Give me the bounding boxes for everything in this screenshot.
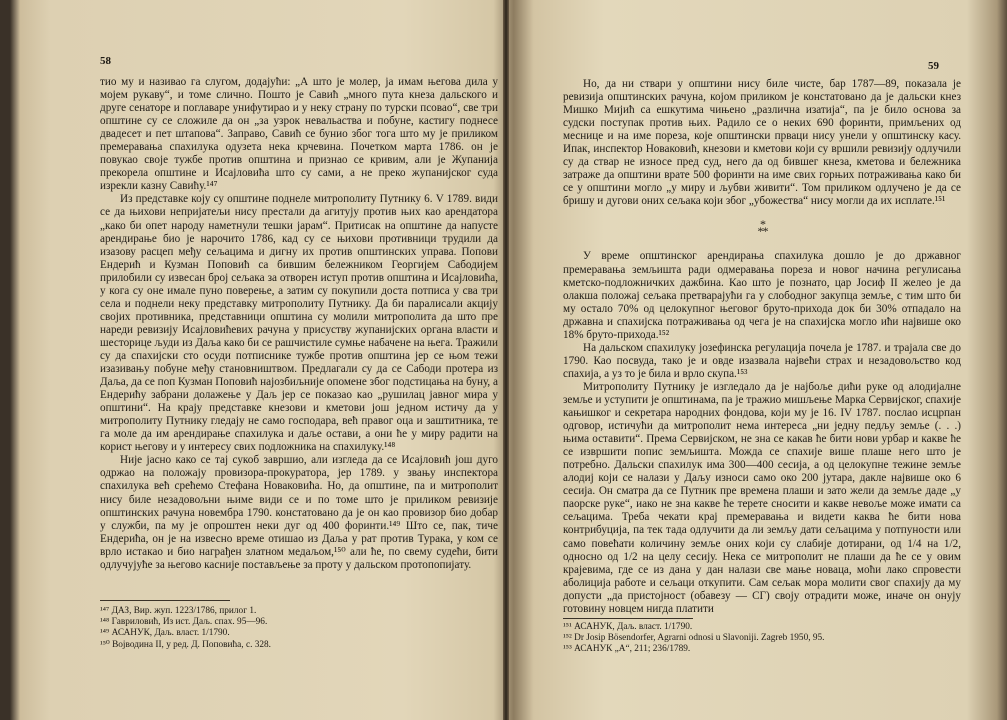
- page-number-right: 59: [928, 60, 939, 72]
- paragraph: Из представке коју су општине поднеле митрополиту Путнику 6. V 1789. види се да њихови непријатељи нису престали да агитују против њих као арендатора „како би опет народу наметнули тешки јарам“. Притисак на општине да напусте арендирање био је нарочито 1786, кад су се њихови противници трудили да изазову расцеп међу сељацима и дигну их против општинских управа. Попови Ендерић и Кузман Поповић са бившим бележником Георгијем Сабодијем прилобили су извесан број сељака за отворен иступ против општина и Исајловића, у кога су оне имале пуно поверење, а затим су покупили доста потписа у сва три села и поднели неку представку митрополиту Путнику. Да би паралисали акцију својих противника, представници општина су молили митрополита да што пре нареди ревизију Исајловићевих рачуна у присуству жупанијских органа власти и шесторице људи из Даља како би се рашчистиле сумње набачене на њега. Тражили су да спахијски сто осуди потписнике тужбе против општина јер се њом тежи изазивању побуне међу становништвом. Предлагали су да се Сабоди протера из Даља, да се поп Кузман Поповић најозбиљније опомене због подстицања на буну, а Ендерићу забрани долажење у Даљ јер се показао као „рушилац јавног мира у општини“. На крају представке кнезови и кметови још једном истичу да у митрополиту Путнику гледају не само господара, већ правог оца и заштитника, те га моле да им арендирање спахилука и даље остави, а они ће у миру радити на корист његову и у интересу свих подложника на спахилуку.¹⁴⁸: [100, 193, 498, 454]
- footnote-rule: [563, 618, 693, 619]
- footnote: ¹⁵⁰ Војводина II, у ред. Д. Поповића, с. 328.: [100, 639, 272, 650]
- section-break: * * *: [757, 217, 767, 239]
- page-number-left: 58: [100, 55, 111, 67]
- paragraph: Но, да ни ствари у општини нису биле чисте, бар 1787—89, показала је ревизија општинских рачуна, којом приликом је констатовано да је дальски кнез Мишко Мијић са ешкутима чињено „различна изатија“, па је било основа за судски поступак против њих. Радило се о неких 690 форинти, примљених од меснице и на име пореза, које општински прваци нису унели у општинску касу. Ипак, инспектор Новаковић, кнезови и кметови који су вршили ревизију одлучили су да ствар не износе пред суд, него да од бившег кнеза, кметова и бележника затраже да општини врате 500 форинти на име свих горњих потраживања како би се у општини могло „у миру и љубви живити“. Том приликом одлучено је да се бришу и дугови оних сељака који због „убожества“ нису могли да их исплате.¹⁵¹: [563, 78, 961, 208]
- footnote: ¹⁴⁹ АСАНУК, Даљ. власт. 1/1790.: [100, 628, 230, 639]
- footnote-rule: [100, 600, 230, 601]
- footnote: ¹⁴⁸ Гавриловић, Из ист. Даљ. спах. 95—96.: [100, 617, 268, 628]
- paragraph: тио му и називао га слугом, додајући: „А што је молер, ја имам његова дила у мојем рукаву“, и томе слично. Пошто је Савић „много пута кнеза дальского и друге сенаторе и поглаваре унифутирао и у неку страну по турски псовао“, све три општине су се сложиле да он „за узрок невальаства и побуне, кастигу поднесе двадесет и пет штапова“. Заправо, Савић се бунио због тога што му је приликом премеравања спахилука одузета нека крчевина. Почетком марта 1786. он је повукао своје тужбе против општина и признао се кривим, али је Жупанија прекорела општине и Исајловића што су сами, а не преко жупанијског суда изрекли казну Савићу.¹⁴⁷: [100, 76, 498, 193]
- right-page-body: [563, 78, 961, 616]
- footnote: ¹⁵³ АСАНУК „А“, 211; 236/1789.: [563, 644, 691, 655]
- paragraph: Митрополиту Путнику је изгледало да је најбоље дићи руке од алодијалне земље и уступити је општинама, па је тражио мишљење Марка Сервијског, спахије кањишког и секретара народних фондова, који му је 16. IV 1787. послао исцрпан одговор, истичући да митрополит нема интереса „ни једну педљу земље (. . .) њима оставити“. Према Сервијском, не зна се какав ће бити нови урбар и какве ће се извршити попис земљишта. Можда се спахије више плаше него што је потребно. Дальски спахилук има 300—400 сесија, а од целокупне тежине земље алодиј који се налази у Даљу износи само око 200 јутара, дакле највише око 6 сесија. Он сматра да се Путник пре времена плаши и зато жели да земље даде „у паорске руке“, иако не зна какве ће терете сносити и какве невоље може имати са сељацима. Треба чекати крај премеравања и видети каква ће бити нова контрибуција, па тек тада одлучити да ли земљу дати сељацима у потпуности или само повећати количину земље оних који су слабије дотирани, од 1/4 на 1/2, односно од 1/2 на целу сесију. Нека се митрополит не плаши да ће се у овим крајевима, где се из дана у дан налази све мање новаца, моћи лако спровести аболиција работе и сељаци откупити. Сам сељак мора молити свог спахију да му допусти „да пристојност (обавезу — СГ) своју отрадити може, иначе он онују готовину новцем нигда платити: [563, 380, 961, 615]
- left-page-body: [100, 76, 498, 572]
- paragraph: У време општинског арендирања спахилука дошло је до државног премеравања земљишта ради одмеравања пореза и новог начина регулисања кметско-подложничких дажбина. Као што је познато, цар Јосиф II желео је да олакша положај сељака претварајући га у слободног закупца земље, с тим што би му остало 70% од целокупног његовог бруто-прихода док би 30% отпадало на државна и спахијска потраживања од чега је на спахијска могло ићи највише око 18% бруто-прихода.¹⁵²: [563, 250, 961, 341]
- paragraph: Није јасно како се тај сукоб завршио, али изгледа да се Исајловић још дуго одржао на положају провизора-прокуратора, јер 1789. у звању инспектора спахилука већ срећемо Стефана Новаковића. Но, да општине, па и митрополит нису биле незадовољни њиме види се и по томе што је приликом ревизије општинских рачуна новембра 1790. констатовано да је он као провизор био добар у служби, па му је опроштен неки дуг од 400 форинти.¹⁴⁹ Што се, пак, тиче Ендерића, он је на извесно време отишао из Даља у рат против Турака, у ком се врло истакао и био награђен златном медаљом,¹⁵⁰ али ће, по свему судећи, бити одлучујуће за његово касније постављење за проту у дальском протопопијату.: [100, 454, 498, 571]
- footnotes-right: [563, 622, 961, 656]
- footnotes-left: [100, 606, 498, 651]
- right-page: [507, 0, 1007, 720]
- footnote: ¹⁵¹ АСАНУК, Даљ. власт. 1/1790.: [563, 622, 693, 632]
- paragraph: На дальском спахилуку јозефинска регулација почела је 1787. и трајала све до 1790. Као посвуда, тако је и овде изазвала највећи страх и незадовољство код спахија, а уз то је била и врло скупа.¹⁵³: [563, 341, 961, 380]
- footnote: ¹⁵² Dr Josip Bösendorfer, Agrarni odnosi u Slavoniji. Zagreb 1950, 95.: [563, 633, 825, 644]
- footnote: ¹⁴⁷ ДАЗ, Вир. жуп. 1223/1786, прилог 1.: [100, 606, 257, 616]
